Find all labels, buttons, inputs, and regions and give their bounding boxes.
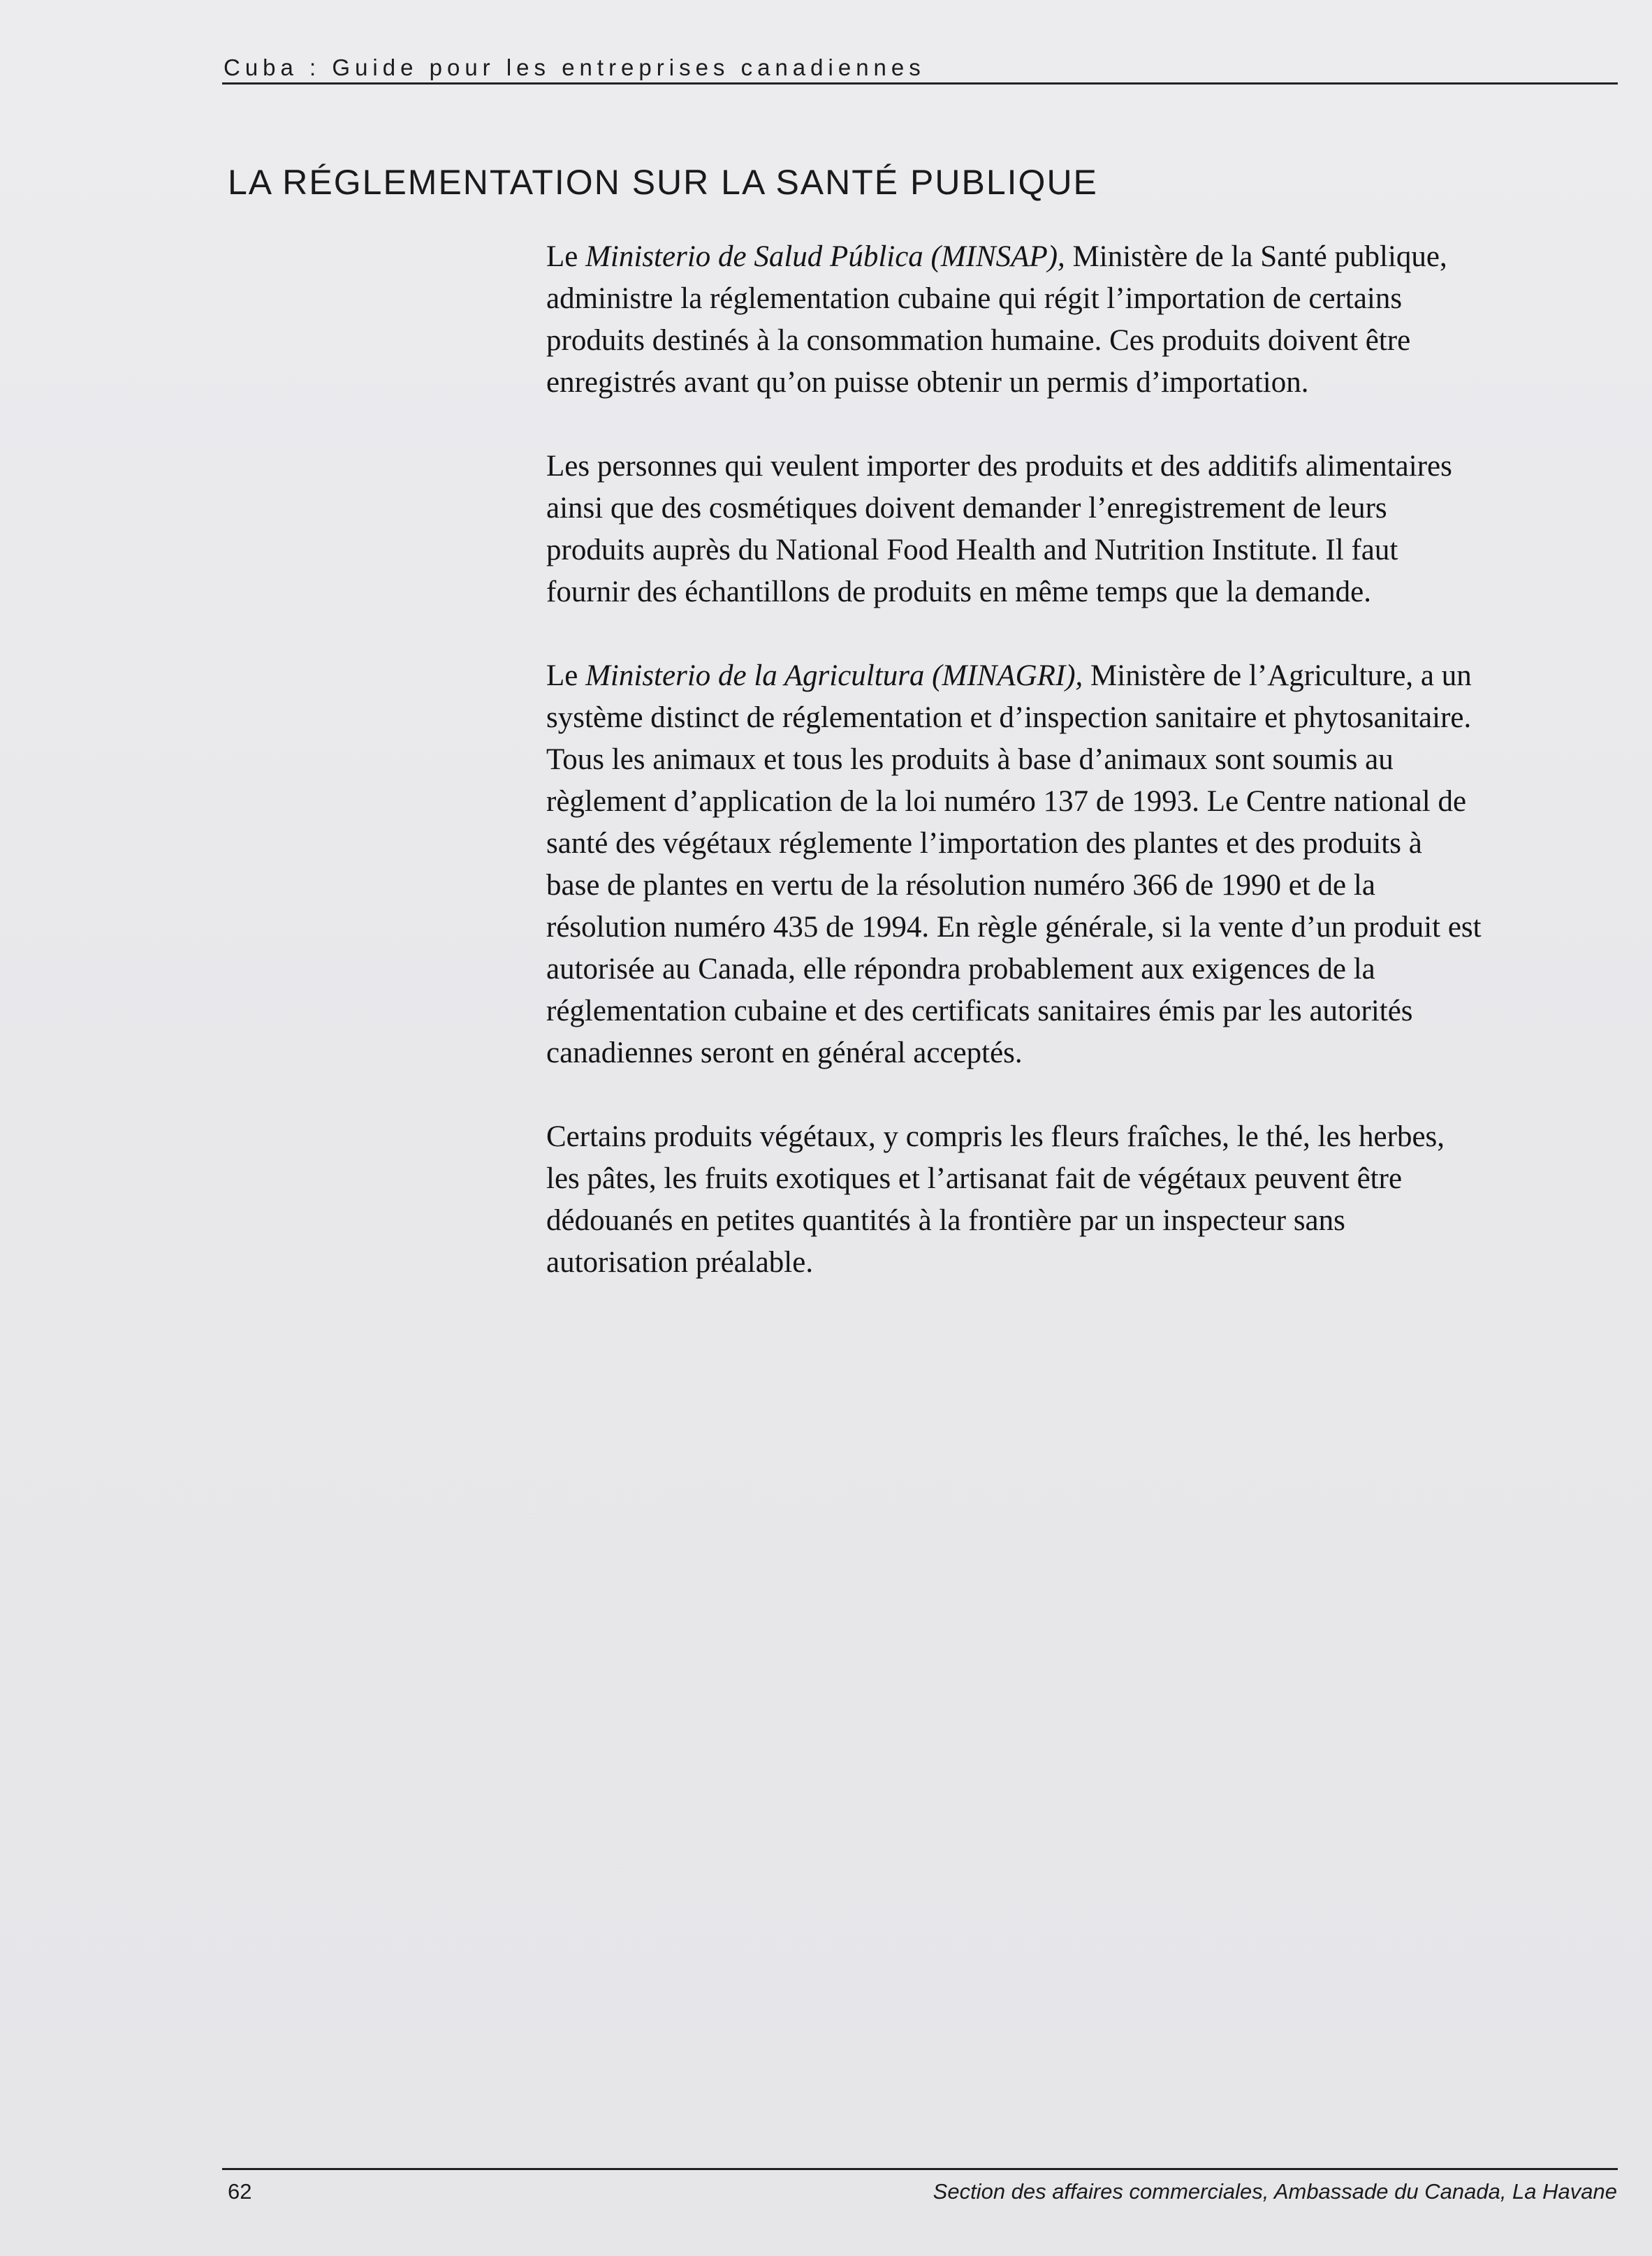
footer-publisher: Section des affaires commerciales, Ambassade du Canada, La Havane bbox=[933, 2179, 1617, 2204]
header-rule bbox=[222, 82, 1618, 85]
running-header: Cuba : Guide pour les entreprises canadiennes bbox=[224, 54, 926, 80]
paragraph-plant-products: Certains produits végétaux, y compris les fleurs fraîches, le thé, les herbes, les pâtes, les fruits exotiques et l’artisanat fait de végétaux peuvent être dédouanés en petites quantités à la frontière par un inspecteur sans autorisation préalable. bbox=[546, 1120, 1445, 1279]
footer-rule bbox=[222, 2168, 1618, 2170]
body-text bbox=[546, 236, 1482, 1326]
paragraph-lead: Le bbox=[546, 659, 586, 692]
paragraph-minagri bbox=[546, 655, 1482, 1074]
paragraph-minsap bbox=[546, 236, 1482, 404]
section-title: LA RÉGLEMENTATION SUR LA SANTÉ PUBLIQUE bbox=[228, 163, 1098, 202]
page-number: 62 bbox=[228, 2179, 252, 2204]
paragraph-lead: Le bbox=[546, 240, 586, 273]
ministry-name-minsap: Ministerio de Salud Pública (MINSAP), bbox=[585, 240, 1065, 273]
ministry-name-minagri: Ministerio de la Agricultura (MINAGRI), bbox=[585, 659, 1083, 692]
paragraph-rest: Ministère de la Santé publique, administre la réglementation cubaine qui régit l’importation de certains produits destinés à la consommation humaine. Ces produits doivent être enregistrés avant qu’on puisse obtenir un permis d’importation. bbox=[546, 240, 1447, 399]
paragraph-rest: Ministère de l’Agriculture, a un système distinct de réglementation et d’inspection sanitaire et phytosanitaire. Tous les animaux et tous les produits à base d’animaux sont soumis au règlement d’application de la loi numéro 137 de 1993. Le Centre national de santé des végétaux réglemente l’importation des plantes et des produits à base de plantes en vertu de la résolution numéro 366 de 1990 et de la résolution numéro 435 de 1994. En règle générale, si la vente d’un produit est autorisée au Canada, elle répondra probablement aux exigences de la réglementation cubaine et des certificats sanitaires émis par les autorités canadiennes seront en général acceptés. bbox=[546, 659, 1482, 1069]
paragraph-registration: Les personnes qui veulent importer des produits et des additifs alimentaires ainsi que des cosmétiques doivent demander l’enregistrement de leurs produits auprès du National Food Health and Nutrition Institute. Il faut fournir des échantillons de produits en même temps que la demande. bbox=[546, 450, 1452, 608]
